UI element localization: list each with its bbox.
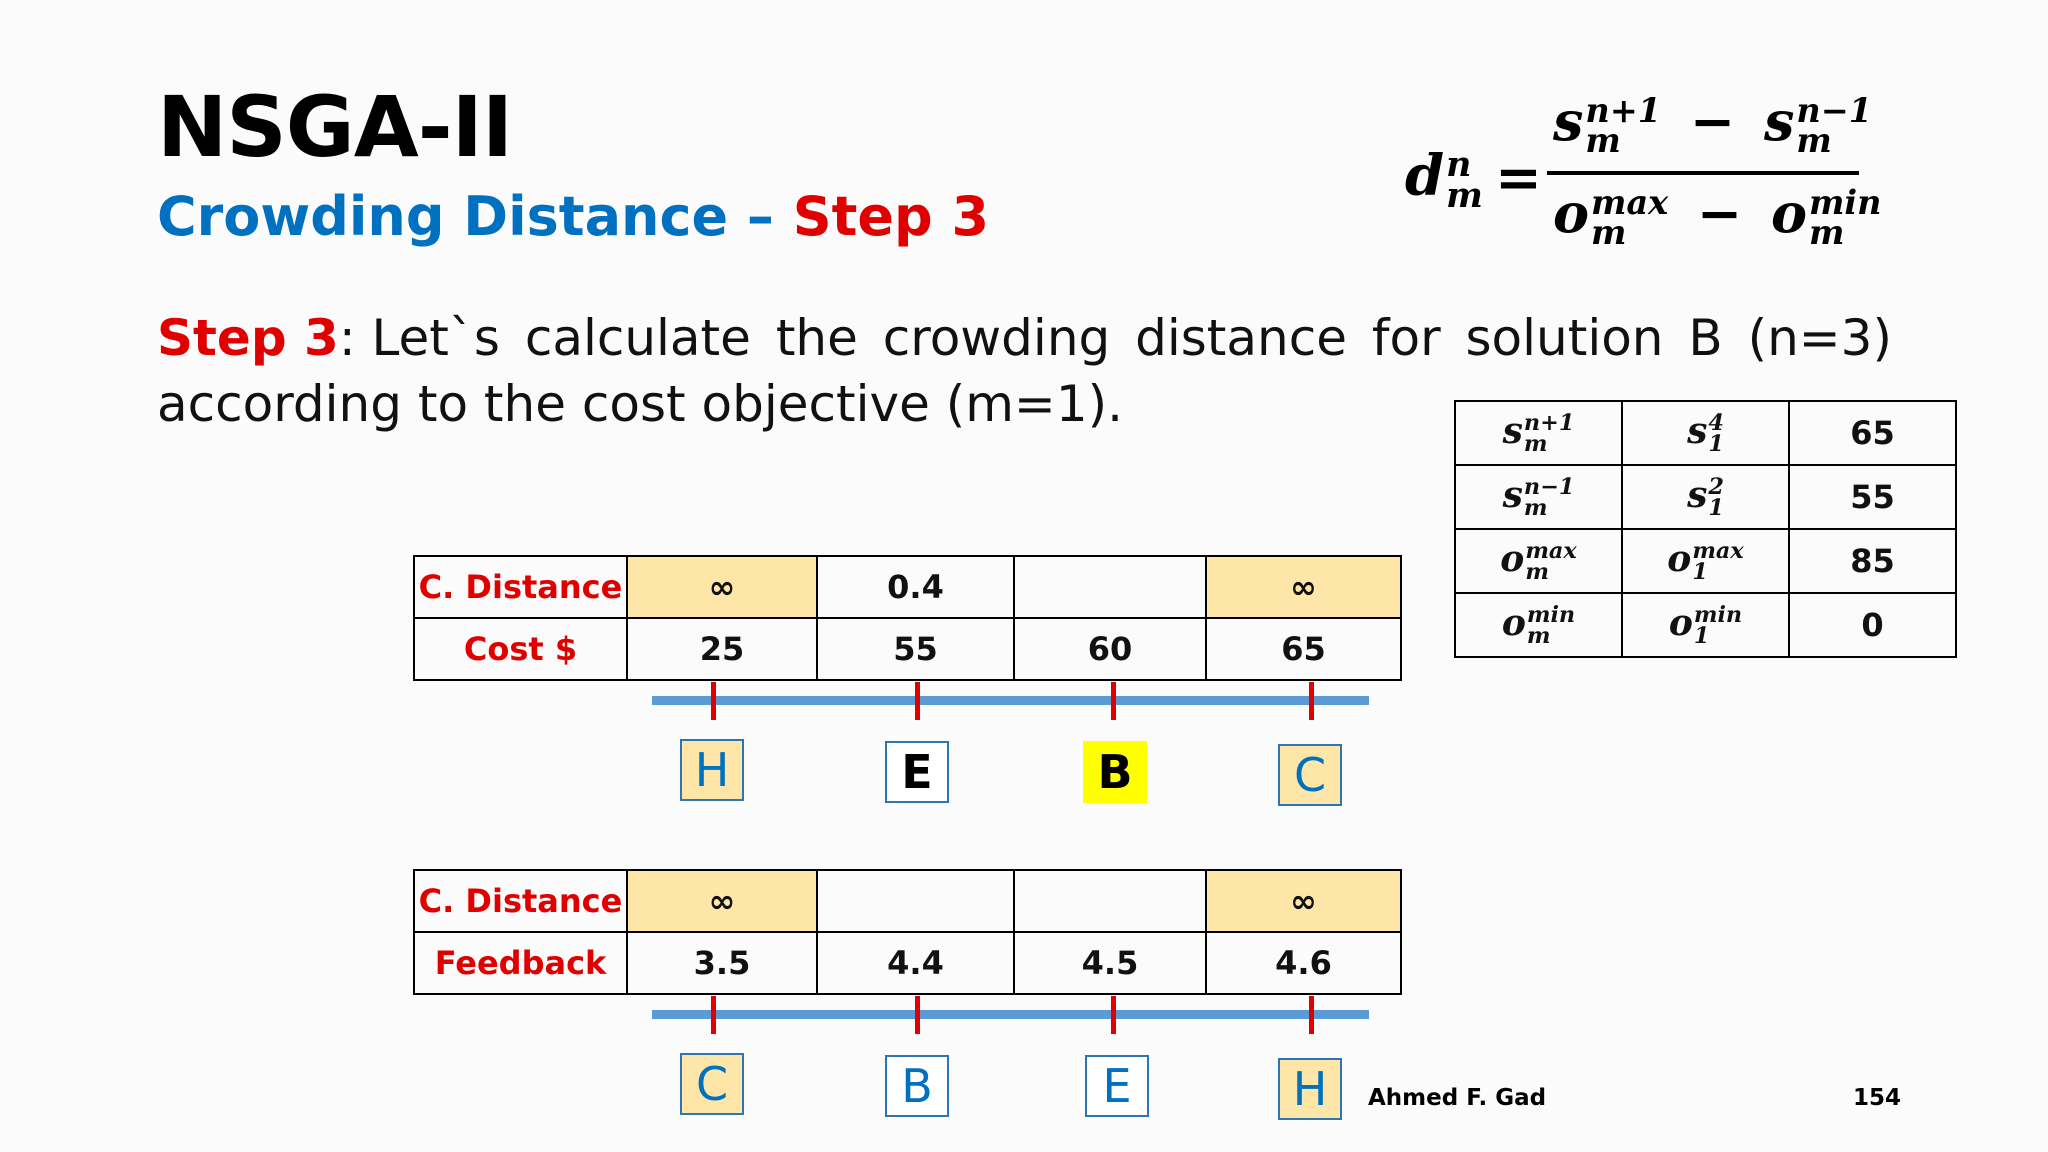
feedback-axis: [652, 1010, 1369, 1019]
table-row: [414, 556, 1401, 618]
crowding-distance-formula: [1405, 89, 1882, 255]
value-cell: 65: [1789, 401, 1956, 465]
step-description-line1: Step 3: Let`s calculate the crowding distance for solution B (n=3): [157, 309, 1892, 367]
cost-axis: [652, 696, 1369, 705]
table-cell: 55: [817, 618, 1014, 680]
slide-title: NSGA-II: [157, 78, 513, 176]
table-cell: ∞: [627, 870, 817, 932]
table-cell: ∞: [627, 556, 817, 618]
feedback-tick: [711, 996, 716, 1034]
cost-tick: [1111, 682, 1116, 720]
feedback-table: [413, 869, 1402, 995]
table-row: [1455, 401, 1956, 465]
table-cell: ∞: [1206, 870, 1401, 932]
solution-tag: C: [680, 1053, 744, 1115]
formula-numerator: s n+1 m − s n−1 m: [1553, 89, 1873, 160]
symbol-cell: o max m: [1455, 529, 1622, 593]
row-label: C. Distance: [414, 556, 627, 618]
instance-cell: o min 1: [1622, 593, 1789, 657]
table-row: [1455, 593, 1956, 657]
solution-tag: E: [1085, 1055, 1149, 1117]
solution-tag: C: [1278, 744, 1342, 806]
row-label: C. Distance: [414, 870, 627, 932]
table-row: [1455, 465, 1956, 529]
page-number: 154: [1853, 1085, 1902, 1111]
table-cell: 65: [1206, 618, 1401, 680]
value-cell: 0: [1789, 593, 1956, 657]
solution-tag: E: [885, 741, 949, 803]
reference-table: [1454, 400, 1957, 658]
feedback-tick: [915, 996, 920, 1034]
cost-table: [413, 555, 1402, 681]
table-cell: 0.4: [817, 556, 1014, 618]
solution-tag: H: [1278, 1058, 1342, 1120]
feedback-tick: [1111, 996, 1116, 1034]
row-label: Cost $: [414, 618, 627, 680]
formula-denominator: o max m − o min m: [1553, 181, 1882, 252]
step-label: Step 3: [157, 309, 339, 367]
cost-tick: [711, 682, 716, 720]
table-cell: 4.6: [1206, 932, 1401, 994]
cost-tick: [915, 682, 920, 720]
formula-fraction-bar: [1547, 171, 1859, 175]
formula-equals: =: [1495, 145, 1542, 211]
table-row: [414, 870, 1401, 932]
table-row: [1455, 529, 1956, 593]
subtitle-red: Step 3: [792, 185, 990, 248]
table-cell: [817, 870, 1014, 932]
table-cell: 4.4: [817, 932, 1014, 994]
subtitle-blue: Crowding Distance –: [157, 185, 793, 248]
table-cell: 4.5: [1014, 932, 1206, 994]
solution-tag: H: [680, 739, 744, 801]
table-cell: 25: [627, 618, 817, 680]
slide-subtitle: [157, 185, 989, 248]
author-footer: Ahmed F. Gad: [1368, 1085, 1547, 1111]
table-row: [414, 618, 1401, 680]
solution-tag-highlighted: B: [1083, 741, 1147, 803]
instance-cell: s 4 1: [1622, 401, 1789, 465]
symbol-cell: o min m: [1455, 593, 1622, 657]
step-description-line2: according to the cost objective (m=1).: [157, 375, 1124, 433]
symbol-cell: s n+1 m: [1455, 401, 1622, 465]
instance-cell: o max 1: [1622, 529, 1789, 593]
table-cell: 60: [1014, 618, 1206, 680]
formula-lhs: d n m: [1405, 143, 1483, 217]
value-cell: 85: [1789, 529, 1956, 593]
table-cell: [1014, 870, 1206, 932]
cost-tick: [1309, 682, 1314, 720]
value-cell: 55: [1789, 465, 1956, 529]
table-cell: ∞: [1206, 556, 1401, 618]
solution-tag: B: [885, 1055, 949, 1117]
table-cell: 3.5: [627, 932, 817, 994]
feedback-tick: [1309, 996, 1314, 1034]
table-row: [414, 932, 1401, 994]
table-cell: [1014, 556, 1206, 618]
instance-cell: s 2 1: [1622, 465, 1789, 529]
symbol-cell: s n−1 m: [1455, 465, 1622, 529]
row-label: Feedback: [414, 932, 627, 994]
